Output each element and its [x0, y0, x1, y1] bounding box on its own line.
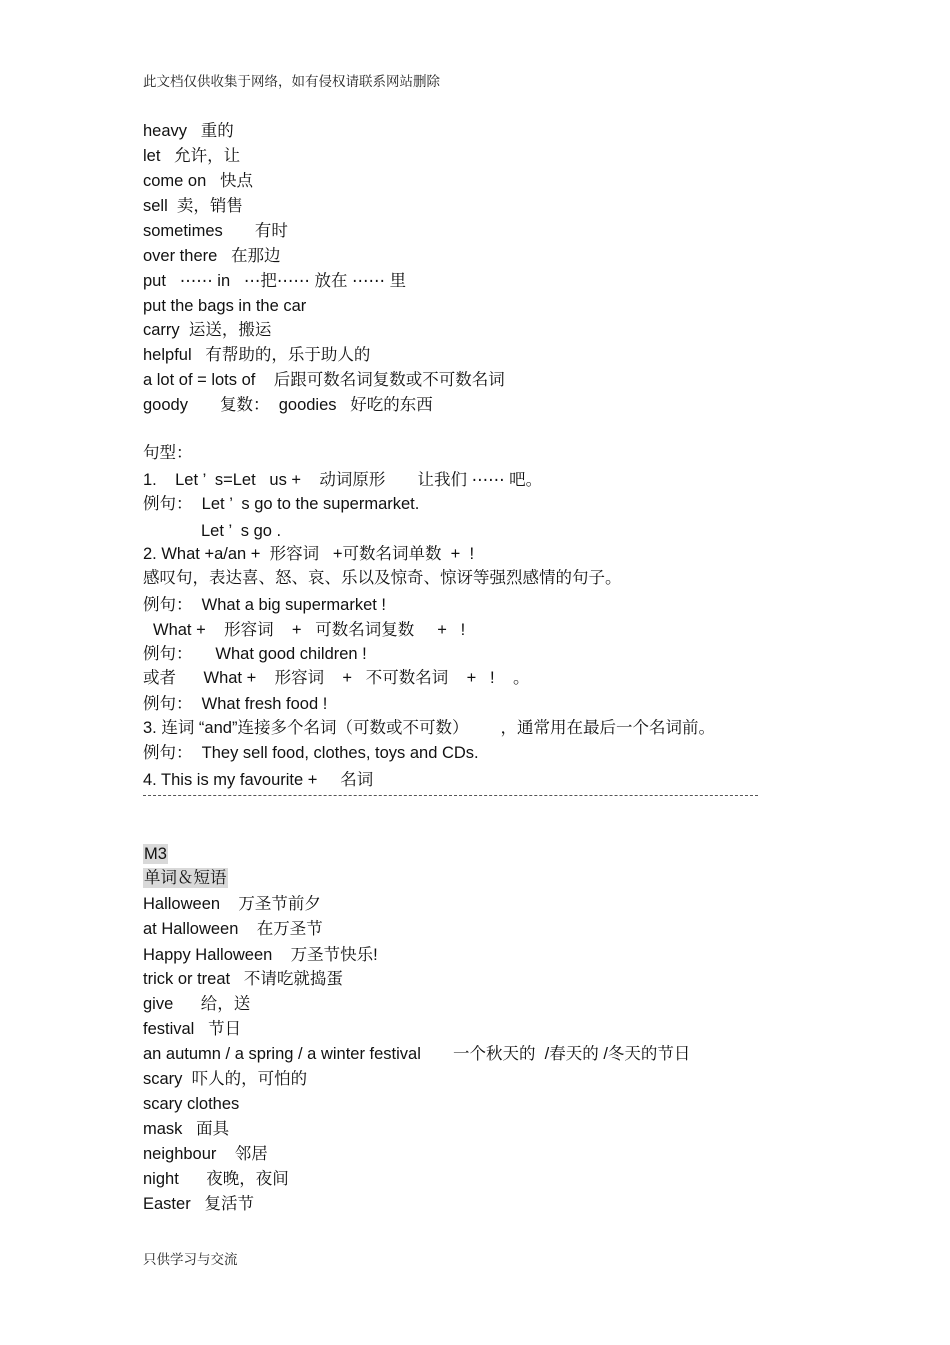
module-title [143, 844, 168, 864]
m3-vocab-line: scary clothes [143, 1095, 240, 1113]
pattern-2-alternate: What + 形容词 + 可数名词复数 + ! [153, 621, 466, 639]
pattern-3-example: 例句： They sell food, clothes, toys and CDs. [143, 744, 479, 762]
m3-vocab-line: night 夜晚，夜间 [143, 1170, 289, 1188]
vocab-line: helpful 有帮助的，乐于助人的 [143, 346, 371, 364]
m3-vocab-line: Halloween 万圣节前夕 [143, 895, 321, 913]
vocab-line: let 允许，让 [143, 147, 241, 165]
patterns-title: 句型： [143, 444, 193, 462]
m3-vocab-line: festival 节日 [143, 1020, 242, 1038]
pattern-2-example-2: 例句： What good children ! [143, 645, 367, 663]
footer-note: 只供学习与交流 [143, 1252, 238, 1268]
pattern-1-example-2: Let ’ s go . [201, 522, 282, 540]
vocab-line: over there 在那边 [143, 247, 281, 265]
section-divider [143, 795, 758, 796]
vocab-line: carry 运送，搬运 [143, 321, 272, 339]
m3-vocab-line: Easter 复活节 [143, 1195, 254, 1213]
vocab-line: come on 快点 [143, 172, 254, 190]
pattern-3: 3. 连词 “and”连接多个名词（可数或不可数） ，通常用在最后一个名词前。 [143, 719, 716, 737]
pattern-2-or: 或者 What + 形容词 + 不可数名词 + ! 。 [143, 669, 530, 687]
m3-vocab-line: trick or treat 不请吃就捣蛋 [143, 970, 343, 988]
vocab-line: a lot of = lots of 后跟可数名词复数或不可数名词 [143, 371, 505, 389]
pattern-2-description: 感叹句，表达喜、怒、哀、乐以及惊奇、惊讶等强烈感情的句子。 [143, 569, 622, 587]
pattern-2-example-1: 例句： What a big supermarket ! [143, 596, 386, 614]
vocab-line: put the bags in the car [143, 297, 307, 315]
module-title-text: M3 [144, 845, 167, 863]
pattern-2-example-3: 例句： What fresh food ! [143, 695, 328, 713]
m3-vocab-line: Happy Halloween 万圣节快乐! [143, 946, 378, 964]
vocab-line: sell 卖，销售 [143, 197, 243, 215]
m3-vocab-line: mask 面具 [143, 1120, 230, 1138]
pattern-1-example-1: 例句： Let ’ s go to the supermarket. [143, 495, 420, 513]
m3-vocab-line: give 给，送 [143, 995, 251, 1013]
pattern-2: 2. What +a/an + 形容词 +可数名词单数 + ! [143, 545, 475, 563]
module-subtitle-text: 单词＆短语 [144, 869, 227, 887]
pattern-4: 4. This is my favourite + 名词 [143, 771, 374, 789]
vocab-line: put ⋯⋯ in ⋯把⋯⋯ 放在 ⋯⋯ 里 [143, 272, 407, 290]
m3-vocab-line: scary 吓人的，可怕的 [143, 1070, 308, 1088]
m3-vocab-line: an autumn / a spring / a winter festival 一个秋天的 /春天的 /冬天的节日 [143, 1045, 691, 1063]
vocab-line: heavy 重的 [143, 122, 234, 140]
m3-vocab-line: neighbour 邻居 [143, 1145, 268, 1163]
module-subtitle [143, 868, 228, 888]
pattern-1: 1. Let ’ s=Let us + 动词原形 让我们 ⋯⋯ 吧。 [143, 471, 543, 489]
m3-vocab-line: at Halloween 在万圣节 [143, 920, 323, 938]
vocab-line: goody 复数： goodies 好吃的东西 [143, 396, 433, 414]
vocab-line: sometimes 有时 [143, 222, 288, 240]
header-note: 此文档仅供收集于网络，如有侵权请联系网站删除 [143, 74, 440, 90]
